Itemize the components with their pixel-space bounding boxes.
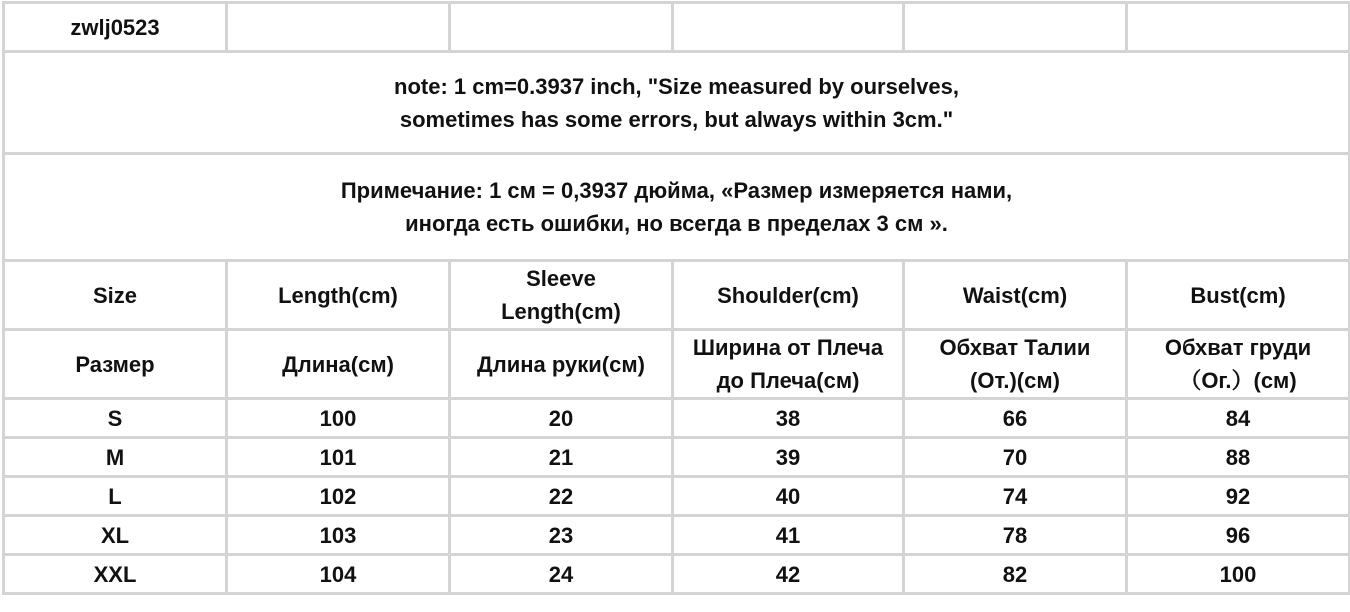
- header-sleeve-line-2: Length(cm): [501, 299, 621, 324]
- header-size-ru: Размер: [4, 330, 227, 399]
- waist-cell: 70: [904, 438, 1127, 477]
- note-russian: [4, 154, 1350, 261]
- size-chart-table: [2, 1, 1350, 595]
- header-bust-ru: [1127, 330, 1350, 399]
- shoulder-cell: 39: [673, 438, 904, 477]
- empty-cell: [904, 3, 1127, 52]
- note-russian-line-1: Примечание: 1 см = 0,3937 дюйма, «Размер измеряется нами,: [340, 178, 1013, 203]
- note-russian-row: [4, 154, 1350, 261]
- length-cell: 104: [227, 555, 450, 594]
- note-english-row: [4, 52, 1350, 154]
- table-row: [4, 516, 1350, 555]
- note-english: [4, 52, 1350, 154]
- header-length-ru: Длина(см): [227, 330, 450, 399]
- header-waist-ru: [904, 330, 1127, 399]
- header-bust-ru-line-1: Обхват груди: [1164, 335, 1312, 360]
- bust-cell: 96: [1127, 516, 1350, 555]
- note-russian-line-2: иногда есть ошибки, но всегда в пределах 3 см ».: [405, 211, 948, 236]
- waist-cell: 78: [904, 516, 1127, 555]
- waist-cell: 82: [904, 555, 1127, 594]
- shoulder-cell: 40: [673, 477, 904, 516]
- header-length: Length(cm): [227, 261, 450, 330]
- header-waist: Waist(cm): [904, 261, 1127, 330]
- empty-cell: [227, 3, 450, 52]
- product-code-row: [4, 3, 1350, 52]
- size-cell: M: [4, 438, 227, 477]
- empty-cell: [1127, 3, 1350, 52]
- sleeve-cell: 20: [450, 399, 673, 438]
- length-cell: 100: [227, 399, 450, 438]
- header-russian-row: [4, 330, 1350, 399]
- shoulder-cell: 41: [673, 516, 904, 555]
- table-row: [4, 555, 1350, 594]
- header-shoulder: Shoulder(cm): [673, 261, 904, 330]
- size-cell: L: [4, 477, 227, 516]
- sleeve-cell: 21: [450, 438, 673, 477]
- header-bust: Bust(cm): [1127, 261, 1350, 330]
- size-cell: XXL: [4, 555, 227, 594]
- waist-cell: 66: [904, 399, 1127, 438]
- header-english-row: [4, 261, 1350, 330]
- size-cell: XL: [4, 516, 227, 555]
- length-cell: 101: [227, 438, 450, 477]
- product-code: zwlj0523: [4, 3, 227, 52]
- header-shoulder-ru-line-1: Ширина от Плеча: [692, 335, 884, 360]
- length-cell: 102: [227, 477, 450, 516]
- table-row: [4, 399, 1350, 438]
- header-bust-ru-line-2: （Ог.）(см): [1179, 368, 1297, 393]
- empty-cell: [450, 3, 673, 52]
- table-row: [4, 438, 1350, 477]
- header-sleeve-ru: Длина руки(см): [450, 330, 673, 399]
- shoulder-cell: 38: [673, 399, 904, 438]
- note-english-line-2: sometimes has some errors, but always within 3cm.": [399, 106, 954, 132]
- bust-cell: 92: [1127, 477, 1350, 516]
- header-waist-ru-line-2: (От.)(см): [970, 368, 1060, 393]
- bust-cell: 88: [1127, 438, 1350, 477]
- empty-cell: [673, 3, 904, 52]
- header-sleeve-length: [450, 261, 673, 330]
- note-english-line-1: note: 1 cm=0.3937 inch, "Size measured by ourselves,: [394, 73, 959, 99]
- length-cell: 103: [227, 516, 450, 555]
- header-size: Size: [4, 261, 227, 330]
- sleeve-cell: 23: [450, 516, 673, 555]
- header-shoulder-ru-line-2: до Плеча(см): [716, 368, 860, 393]
- size-cell: S: [4, 399, 227, 438]
- table-row: [4, 477, 1350, 516]
- sleeve-cell: 24: [450, 555, 673, 594]
- sleeve-cell: 22: [450, 477, 673, 516]
- bust-cell: 100: [1127, 555, 1350, 594]
- shoulder-cell: 42: [673, 555, 904, 594]
- waist-cell: 74: [904, 477, 1127, 516]
- header-shoulder-ru: [673, 330, 904, 399]
- header-sleeve-line-1: Sleeve: [526, 266, 596, 291]
- header-waist-ru-line-1: Обхват Талии: [939, 335, 1091, 360]
- bust-cell: 84: [1127, 399, 1350, 438]
